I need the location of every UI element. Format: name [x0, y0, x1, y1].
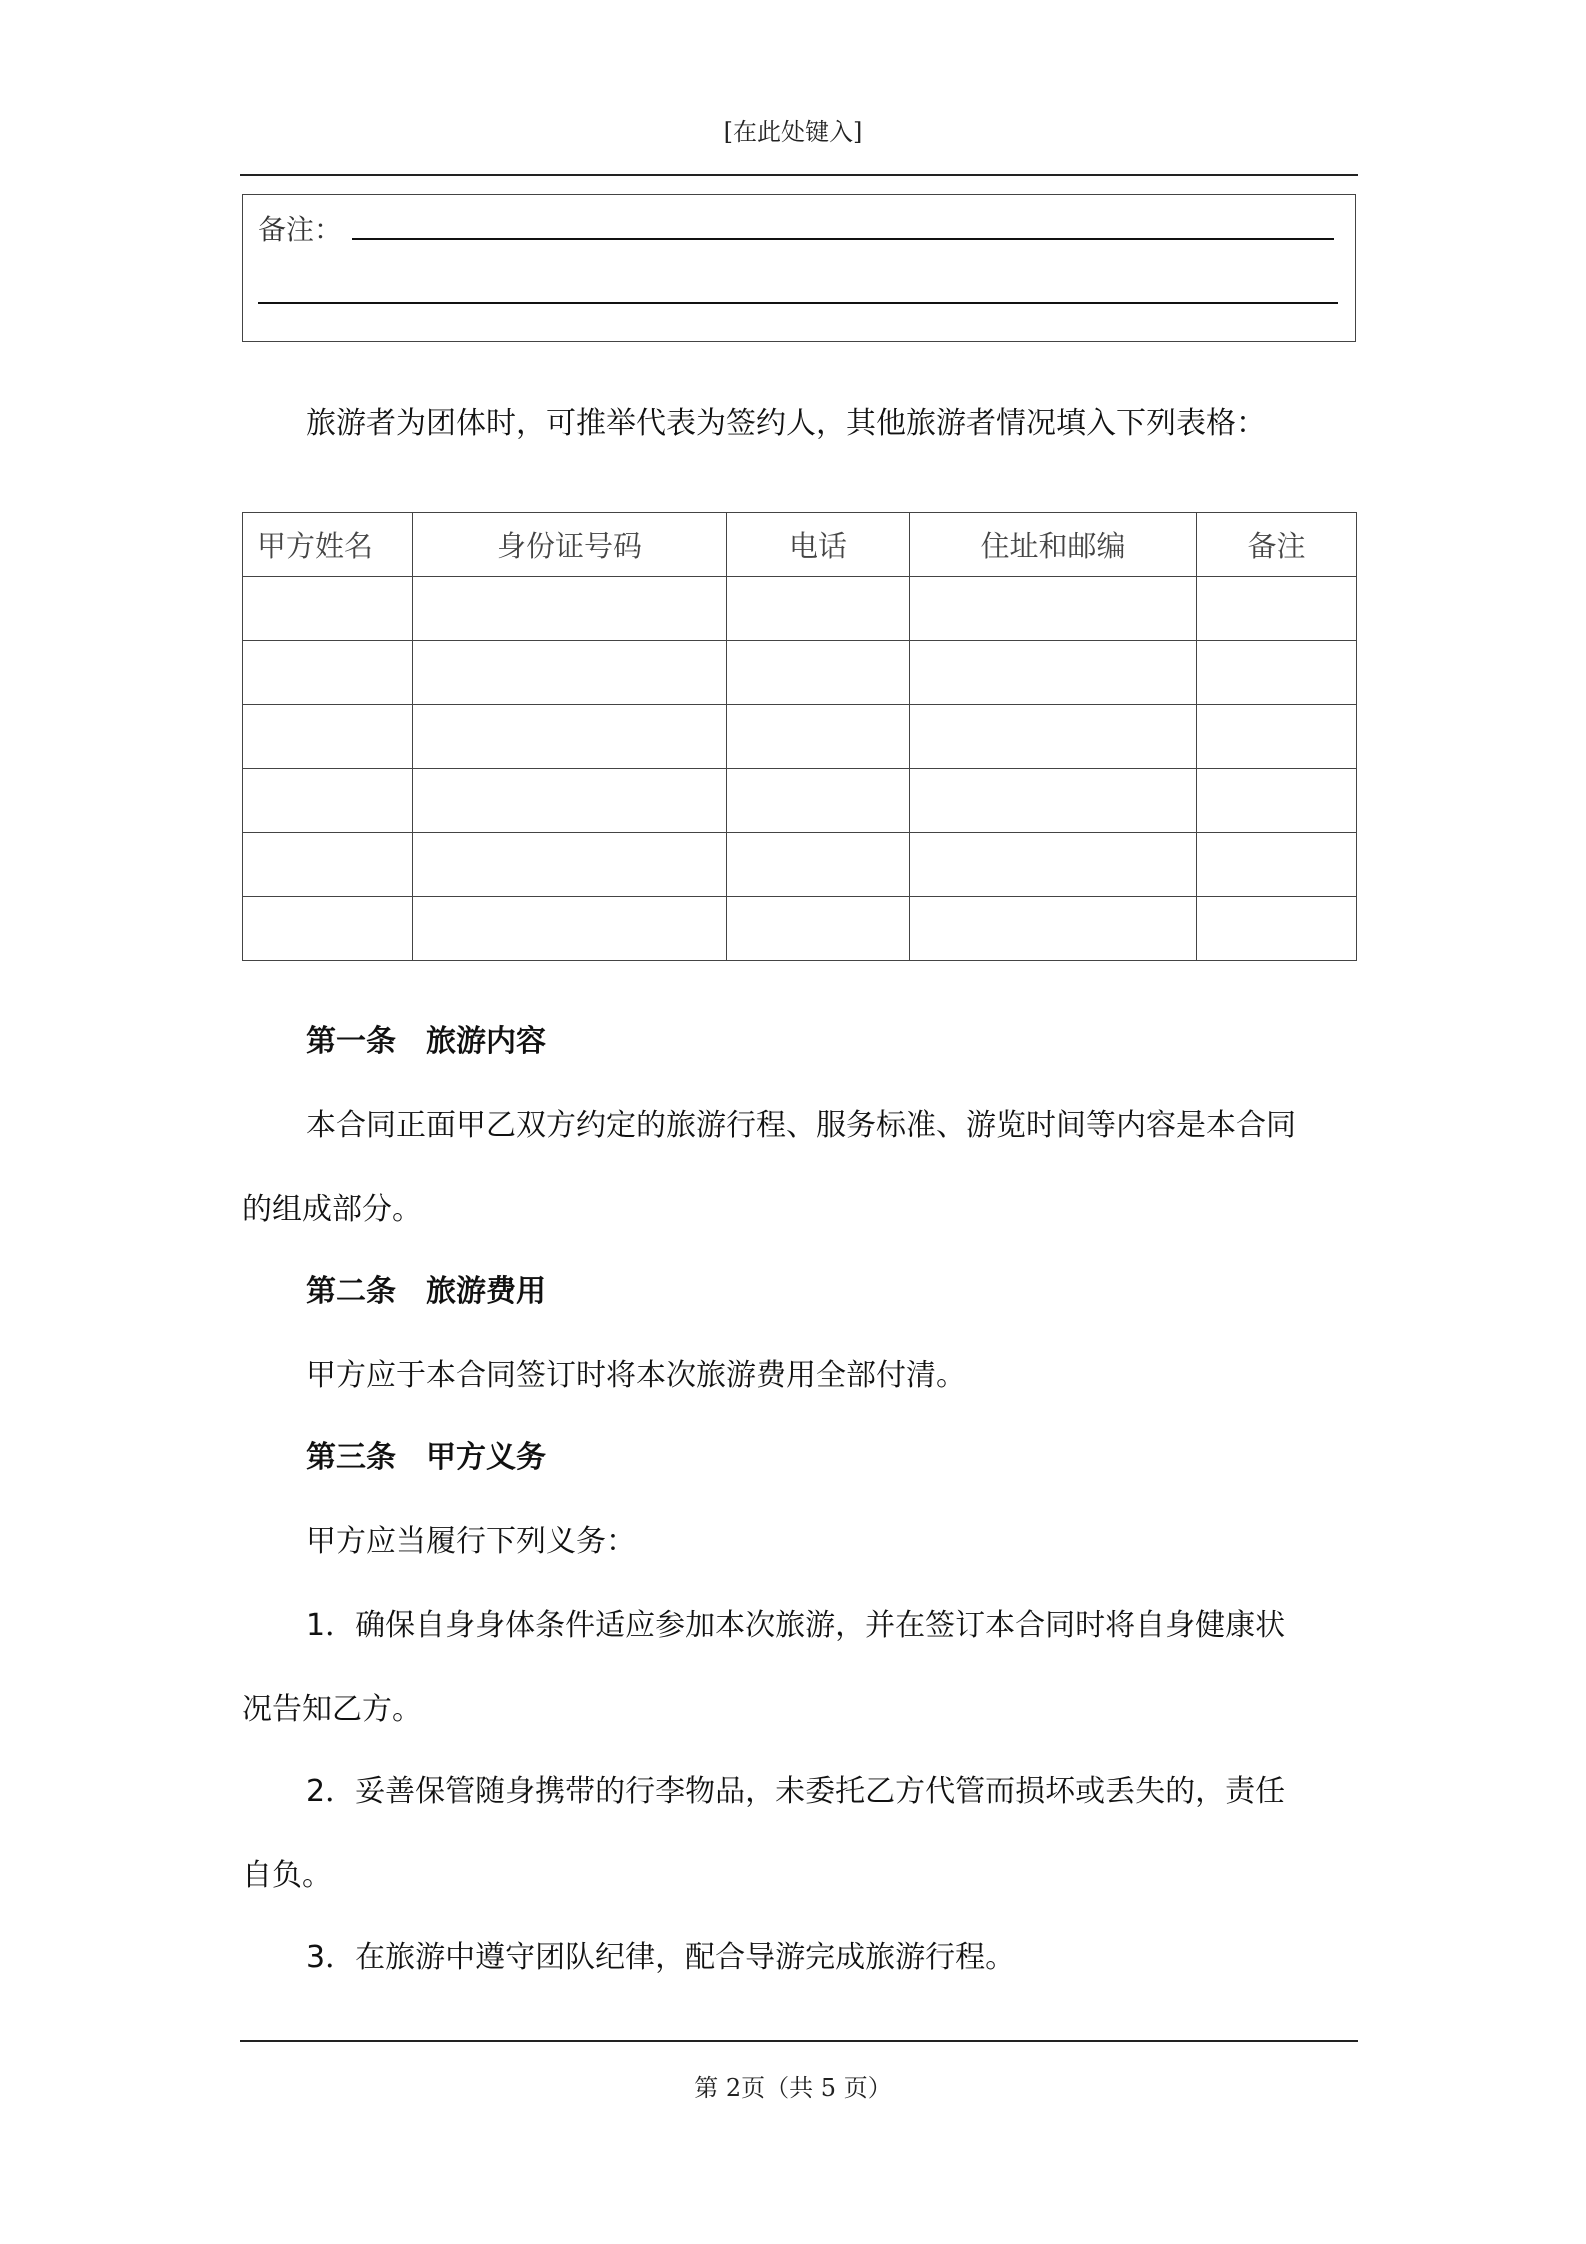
- col-header-id-number: 身份证号码: [413, 513, 727, 577]
- table-cell[interactable]: [727, 641, 910, 705]
- article-1-text-line-2: 的组成部分。: [242, 1192, 422, 1227]
- remarks-box: [242, 194, 1356, 342]
- table-cell[interactable]: [413, 705, 727, 769]
- table-cell[interactable]: [910, 577, 1197, 641]
- col-header-remarks: 备注: [1197, 513, 1357, 577]
- table-cell[interactable]: [1197, 641, 1357, 705]
- table-cell[interactable]: [727, 897, 910, 961]
- obligation-2-line-1: 2．妥善保管随身携带的行李物品，未委托乙方代管而损坏或丢失的，责任: [306, 1774, 1286, 1809]
- table-cell[interactable]: [243, 705, 413, 769]
- article-1-text-line-1: 本合同正面甲乙双方约定的旅游行程、服务标准、游览时间等内容是本合同: [306, 1108, 1296, 1143]
- page-header: [在此处键入]: [723, 118, 863, 146]
- article-3-intro: 甲方应当履行下列义务：: [306, 1524, 636, 1559]
- table-cell[interactable]: [243, 641, 413, 705]
- table-cell[interactable]: [1197, 577, 1357, 641]
- table-cell[interactable]: [727, 577, 910, 641]
- table-cell[interactable]: [1197, 769, 1357, 833]
- table-cell[interactable]: [243, 833, 413, 897]
- table-cell[interactable]: [243, 769, 413, 833]
- table-cell[interactable]: [1197, 897, 1357, 961]
- article-2-text: 甲方应于本合同签订时将本次旅游费用全部付清。: [306, 1358, 966, 1393]
- col-header-phone: 电话: [727, 513, 910, 577]
- remarks-blank-line-2[interactable]: [258, 302, 1338, 304]
- table-header-row: [243, 513, 1357, 577]
- col-header-name: 甲方姓名: [243, 513, 413, 577]
- table-row: [243, 641, 1357, 705]
- article-3-title: 第三条 甲方义务: [306, 1440, 546, 1475]
- table-cell[interactable]: [243, 897, 413, 961]
- table-row: [243, 577, 1357, 641]
- table-cell[interactable]: [413, 897, 727, 961]
- table-cell[interactable]: [910, 705, 1197, 769]
- table-cell[interactable]: [413, 641, 727, 705]
- remarks-label: 备注：: [258, 213, 343, 246]
- group-instruction: 旅游者为团体时，可推举代表为签约人，其他旅游者情况填入下列表格：: [306, 406, 1266, 441]
- table-row: [243, 705, 1357, 769]
- article-2-title: 第二条 旅游费用: [306, 1274, 546, 1309]
- page-number: 第 2页（共 5 页）: [694, 2074, 892, 2102]
- table-cell[interactable]: [1197, 833, 1357, 897]
- obligation-1-line-1: 1．确保自身身体条件适应参加本次旅游，并在签订本合同时将自身健康状: [306, 1608, 1286, 1643]
- table-cell[interactable]: [413, 577, 727, 641]
- table-row: [243, 897, 1357, 961]
- table-cell[interactable]: [413, 769, 727, 833]
- table-cell[interactable]: [910, 833, 1197, 897]
- table-cell[interactable]: [1197, 705, 1357, 769]
- col-header-address: 住址和邮编: [910, 513, 1197, 577]
- footer-rule: [240, 2040, 1358, 2042]
- obligation-3: 3．在旅游中遵守团队纪律，配合导游完成旅游行程。: [306, 1940, 1016, 1975]
- table-cell[interactable]: [910, 769, 1197, 833]
- table-cell[interactable]: [413, 833, 727, 897]
- table-cell[interactable]: [727, 769, 910, 833]
- table-cell[interactable]: [910, 641, 1197, 705]
- article-1-title: 第一条 旅游内容: [306, 1024, 546, 1059]
- table-row: [243, 769, 1357, 833]
- table-cell[interactable]: [243, 577, 413, 641]
- table-row: [243, 833, 1357, 897]
- header-rule: [240, 174, 1358, 176]
- obligation-1-line-2: 况告知乙方。: [242, 1692, 422, 1727]
- remarks-blank-line-1[interactable]: [352, 238, 1334, 240]
- group-traveler-table: [242, 512, 1357, 961]
- table-cell[interactable]: [727, 705, 910, 769]
- table-cell[interactable]: [727, 833, 910, 897]
- obligation-2-line-2: 自负。: [242, 1858, 332, 1893]
- table-cell[interactable]: [910, 897, 1197, 961]
